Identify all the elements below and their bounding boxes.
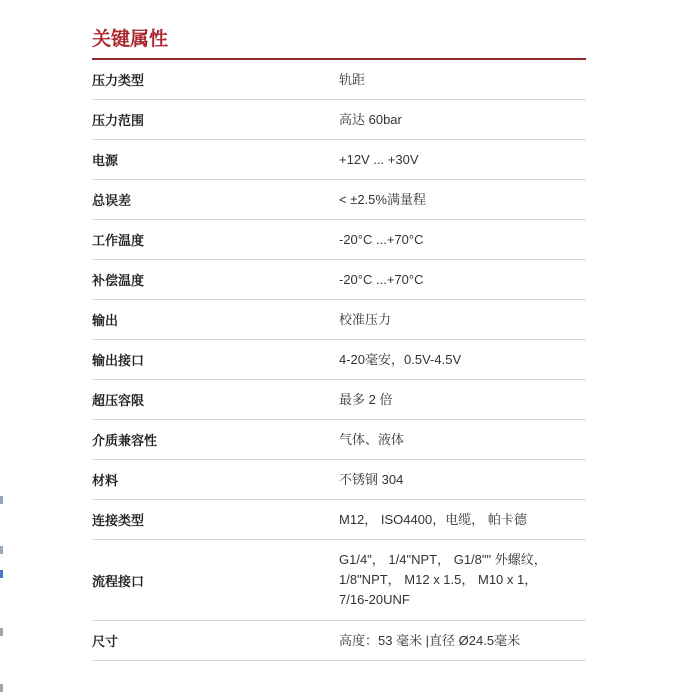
spec-label: 尺寸 [92,634,119,649]
spec-label: 介质兼容性 [92,433,158,448]
spec-value: 高度：53 毫米 |直径 Ø24.5毫米 [339,632,521,648]
spec-label: 压力范围 [92,113,145,128]
edge-mark [0,684,3,692]
spec-value: +12V ... +30V [339,151,419,167]
edge-mark [0,496,3,504]
spec-row-total-error [92,180,586,220]
spec-label: 输出接口 [92,353,145,368]
spec-value: -20°C ...+70°C [339,271,424,287]
spec-label: 补偿温度 [92,273,145,288]
spec-row-power-supply [92,140,586,180]
spec-row-dimensions [92,621,586,661]
page-edge-marks [0,0,8,698]
section-title: 关键属性 [92,26,586,60]
spec-row-media-compatibility [92,420,586,460]
spec-row-process-connection [92,540,586,621]
spec-value: 轨距 [339,71,366,87]
spec-label: 压力类型 [92,73,145,88]
spec-label: 电源 [92,153,119,168]
spec-row-material [92,460,586,500]
spec-row-pressure-range [92,100,586,140]
spec-label: 总误差 [92,193,132,208]
spec-value: 气体、液体 [339,431,405,447]
spec-label: 输出 [92,313,119,328]
spec-label: 连接类型 [92,513,145,528]
spec-value: 高达 60bar [339,111,402,127]
spec-value: < ±2.5%满量程 [339,191,426,207]
spec-value: -20°C ...+70°C [339,231,424,247]
spec-row-overpressure-tolerance [92,380,586,420]
spec-row-output [92,300,586,340]
spec-value: 最多 2 倍 [339,391,393,407]
spec-table [92,60,586,661]
spec-label: 材料 [92,473,119,488]
edge-mark [0,570,3,578]
spec-label: 工作温度 [92,233,145,248]
spec-row-operating-temperature [92,220,586,260]
spec-label: 流程接口 [92,573,145,589]
edge-mark [0,628,3,636]
spec-row-compensated-temperature [92,260,586,300]
spec-value: 4-20毫安，0.5V-4.5V [339,351,462,367]
spec-row-connection-type [92,500,586,540]
spec-value: 不锈钢 304 [339,471,404,487]
spec-value: M12， ISO4400，电缆， 帕卡德 [339,511,527,527]
edge-mark [0,546,3,554]
spec-value: G1/4"， 1/4"NPT， G1/8"" 外螺纹， 1/8"NPT， M12 x 1.5， M10 x 1， 7/16-20UNF [339,552,547,607]
spec-row-pressure-type [92,60,586,100]
spec-value: 校准压力 [339,311,392,327]
key-properties-panel [92,26,586,661]
spec-label: 超压容限 [92,393,145,408]
spec-row-output-interface [92,340,586,380]
